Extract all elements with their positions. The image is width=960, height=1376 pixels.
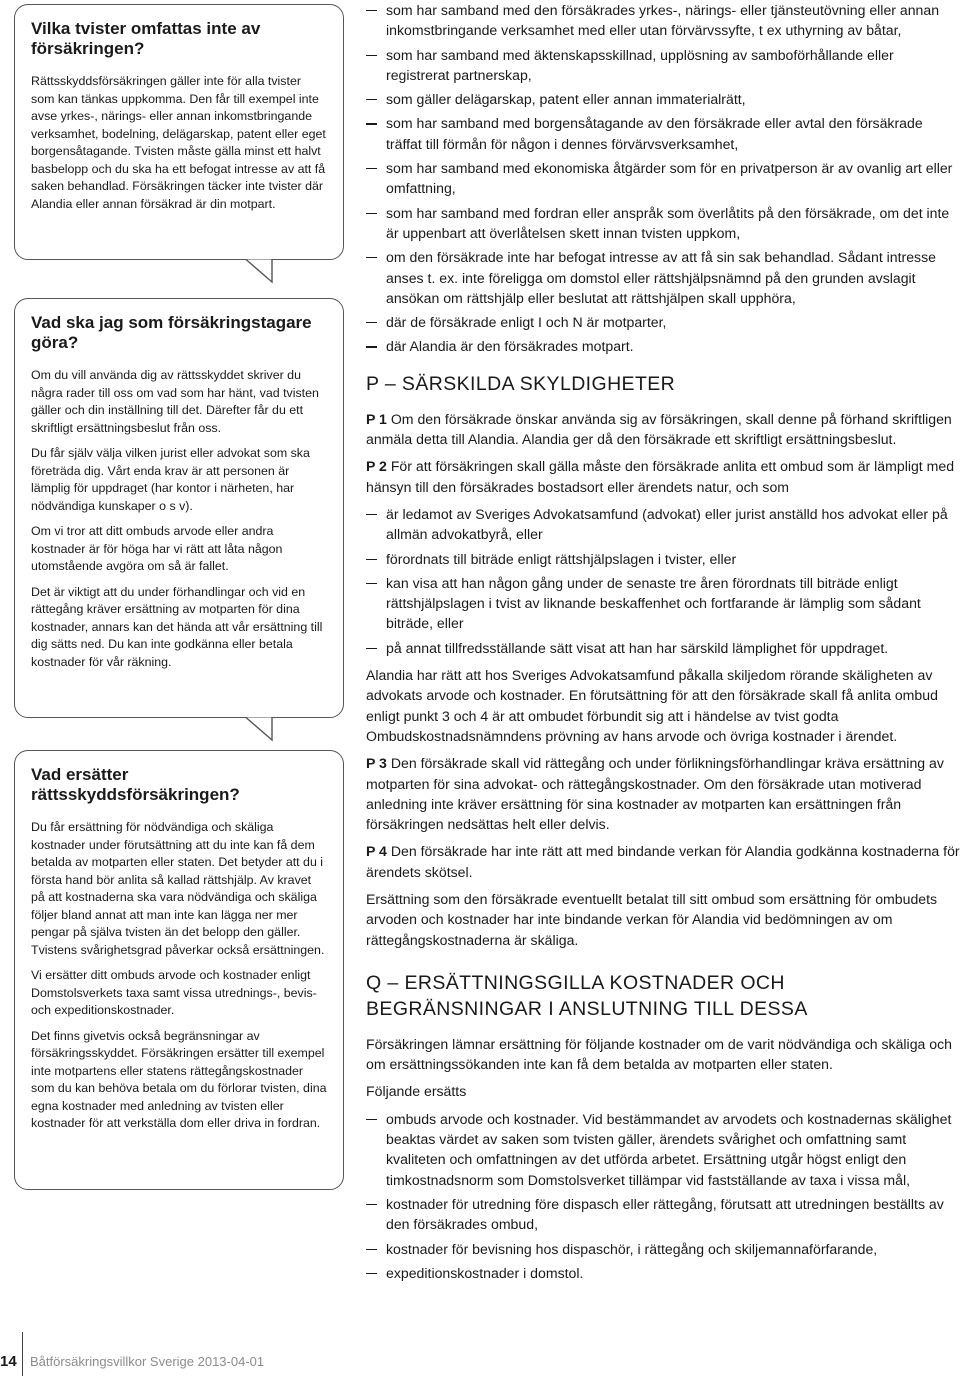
list-item: som har samband med den försäkrades yrkes-, närings- eller tjänsteutövning eller annan inkomstbringande verksamhet med eller utan förvärvssyfte, t ex uthyrning av båtar, [366,0,960,41]
bubble-paragraph: Om vi tror att ditt ombuds arvode eller andra kostnader är för höga har vi rätt att låta någon utomstående avgöra om så är fallet. [31,524,283,573]
clause-paragraph: Ersättning som den försäkrade eventuellt betalat till sitt ombud som ersättning för ombudets arvoden och kostnader har inte bindande verkan för Alandia vid bedömningen av om rättegångskostnaderna är skäliga. [366,890,938,948]
bubble-tail [246,716,276,742]
page-number: 14 [0,1353,17,1370]
bubble-heading: Vilka tvister omfattas inte av försäkringen? [31,19,261,58]
bubble-paragraph: Du får ersättning för nödvändiga och skäliga kostnader under förutsättning att du inte kan få dem betalda av motparten eller staten. Det betyder att du i första hand bör anlita så kallad rättshjälp. Av kravet på att kostnaderna ska vara nödvändiga och skäliga följer bland annat att man inte kan lägga ner mer pengar på själva tvisten än det belopp den gäller. Tvistens svårighetsgrad påverkar också ersättningen. [31,820,325,957]
list-item: som har samband med borgensåtagande av den försäkrade eller avtal den försäkrade träffat till förmån för någon i dennes förvärvsverksamhet, [366,113,960,154]
section-heading-q [366,970,960,1022]
reimbursable-costs-list [366,1109,960,1283]
bubble-paragraph: Det finns givetvis också begränsningar av försäkringsskyddet. Försäkringen ersätter till exempel inte motpartens eller statens rättegångskostnader som du kan behöva betala om du förlorar tvisten, dina egna kostnader med anledning av tvisten eller kostnader för att verkställa dom eller driva in fordran. [31,1028,327,1130]
info-bubble-coverage [14,750,344,1190]
exclusion-list [366,0,960,357]
info-bubble-exclusions [14,4,344,260]
bubble-tail [246,258,276,284]
list-item: ombuds arvode och kostnader. Vid bestämmandet av arvodets och kostnadernas skälighet beaktas värdet av saken som tvisten gäller, ärendets svårighet och omfattning samt kvaliteten och omfattningen av det utförda arbetet. Ersättning utgår högst enligt den timkostnadsnorm som Domstolsverket tillämpar vid fastställande av taxa i vissa mål, [366,1109,960,1190]
list-item: förordnats till biträde enligt rättshjälpslagen i tvister, eller [366,549,960,569]
list-item: kostnader för bevisning hos dispaschör, i rättegång och skiljemannaförfarande, [366,1239,960,1259]
footer-divider [22,1332,23,1376]
clause-label: P 4 [366,843,387,860]
clause-text: Den försäkrade skall vid rättegång och under förlikningsförhandlingar kräva ersättning av motparten för sina advokat- och rättegångskostnader. Om den försäkrade utan motiverad anledning inte kräver ersättning för sina kostnader av motparten kan ersättningen från försäkringen nedsättas helt eller delvis. [366,755,944,833]
info-bubble-what-to-do [14,298,344,718]
list-item: expeditionskostnader i domstol. [366,1263,960,1283]
list-item: som har samband med äktenskapsskillnad, upplösning av samboförhållande eller registrerat partnerskap, [366,45,960,86]
main-column [366,0,960,1290]
bubble-heading: Vad ersätter rättsskyddsförsäkringen? [31,765,240,804]
section-lead: Följande ersätts [366,1083,467,1100]
clause-p4 [366,841,960,882]
list-item: kan visa att han någon gång under de senaste tre åren förordnats till biträde enligt rättshjälpslagen i tvist av liknande beskaffenhet och fortfarande är lämplig som sådant biträde, eller [366,573,960,634]
clause-label: P 1 [366,410,387,427]
clause-p2 [366,456,960,497]
bubble-paragraph: Om du vill använda dig av rättsskyddet skriver du några rader till oss om vad som har hänt, vad tvisten gäller och din inställning till det. Därefter får du ett skriftligt ersättningsbeslut från oss. [31,368,319,435]
list-item: som gäller delägarskap, patent eller annan immaterialrätt, [366,89,960,109]
clause-text: För att försäkringen skall gälla måste den försäkrade anlita ett ombud som är lämpligt med hänsyn till den försäkrades bostadsort eller ärendets natur, och som [366,458,955,495]
list-item: där de försäkrade enligt I och N är motparter, [366,312,960,332]
clause-p1 [366,409,960,450]
bubble-paragraph: Rättsskyddsförsäkringen gäller inte för alla tvister som kan tänkas uppkomma. Den får till exempel inte avse yrkes-, närings- eller annan inkomstbringande verksamhet, bodelning, delägarskap, patent eller eget borgensåtagande. Tvisten måste gälla minst ett halvt basbelopp och du ska ha ett befogat intresse av att få saken behandlad. Försäkringen täcker inte tvister där Alandia eller annan försäkrad är din motpart. [31,74,326,211]
list-item: är ledamot av Sveriges Advokatsamfund (advokat) eller jurist anställd hos advokat eller på allmän advokatbyrå, eller [366,504,960,545]
list-item: där Alandia är den försäkrades motpart. [366,336,960,356]
list-item: om den försäkrade inte har befogat intresse av att få sin sak behandlad. Sådant intresse anses t. ex. inte föreligga om domstol eller rättshjälpsnämnd på den grunden avslagit ansökan om rättshjälp eller beslutat att rättshjälpen skall upphöra, [366,247,960,308]
heading-line: Q – ERSÄTTNINGSGILLA KOSTNADER OCH [366,971,785,994]
list-item: som har samband med ekonomiska åtgärder som för en privatperson är av ovanlig art eller omfattning, [366,158,960,199]
clause-label: P 3 [366,755,387,772]
heading-line: BEGRÄNSNINGAR I ANSLUTNING TILL DESSA [366,997,808,1020]
bubble-paragraph: Vi ersätter ditt ombuds arvode och kostnader enligt Domstolsverkets taxa samt vissa utrednings-, bevis- och expeditionskostnader. [31,968,317,1017]
section-heading-p: P – SÄRSKILDA SKYLDIGHETER [366,372,676,395]
clause-paragraph: Alandia har rätt att hos Sveriges Advokatsamfund påkalla skiljedom rörande skäligheten av advokats arvode och kostnader. En förutsättning för att den försäkrade skall få anlita ombud enligt punkt 3 och 4 är att ombudet förbundit sig att i händelse av tvist godta Ombudskostnadsnämndens prövning av hans arvode och övriga kostnader i ärendet. [366,667,938,744]
list-item: kostnader för utredning före dispasch eller rättegång, förutsatt att utredningen beställts av den försäkrades ombud, [366,1194,960,1235]
bubble-paragraph: Du får själv välja vilken jurist eller advokat som ska företräda dig. Vårt enda krav är att personen är lämplig för uppdraget (har kontor i närheten, har nödvändiga kunskaper o s v). [31,446,310,513]
document-title: Båtförsäkringsvillkor Sverige 2013-04-01 [30,1354,265,1369]
bubble-heading: Vad ska jag som försäkringstagare göra? [31,313,312,352]
attorney-requirements-list [366,504,960,658]
list-item: på annat tillfredsställande sätt visat att han har särskild lämplighet för uppdraget. [366,638,960,658]
section-intro: Försäkringen lämnar ersättning för följande kostnader om de varit nödvändiga och skäliga och om ersättningssökanden inte kan få dem betalda av motparten eller staten. [366,1035,953,1073]
clause-text: Om den försäkrade önskar använda sig av försäkringen, skall denne på förhand skriftligen anmäla detta till Alandia. Alandia ger då den försäkrade ett skriftligt ersättningsbeslut. [366,410,952,448]
clause-p3 [366,753,960,834]
clause-label: P 2 [366,458,387,475]
bubble-paragraph: Det är viktigt att du under förhandlingar och vid en rättegång kräver ersättning av motparten för dina kostnader, annars kan det hända att vår ersättning till dig sätts ned. Du kan inte godkänna eller betala kostnader för vår räkning. [31,584,323,669]
list-item: som har samband med fordran eller anspråk som överlåtits på den försäkrade, om det inte är uppenbart att överlåtelsen skett innan tvisten uppkom, [366,203,960,244]
clause-text: Den försäkrade har inte rätt att med bindande verkan för Alandia godkänna kostnaderna för ärendets skötsel. [366,843,960,880]
